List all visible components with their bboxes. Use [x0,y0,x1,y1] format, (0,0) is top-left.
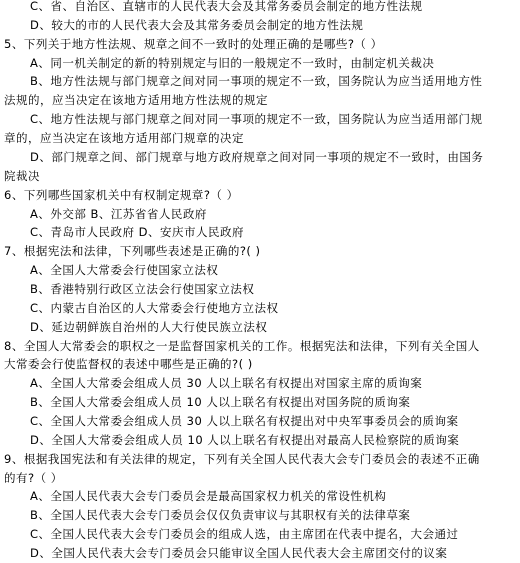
question-7-line: 7、根据宪法和法律，下列哪些表述是正确的?( ) [4,244,261,259]
option-continuation-line: 章的，应当决定在该地方适用部门规章的决定 [4,131,244,145]
option-line: B、全国人大常委会组成人员 10 人以上联名有权提出对国务院的质询案 [30,395,411,410]
question-5-line: 5、下列关于地方性法规、规章之间不一致时的处理正确的是哪些?（ ） [4,36,383,51]
option-line: D、全国人大常委会组成人员 10 人以上联名有权提出对最高人民检察院的质询案 [30,432,460,447]
option-line: A、外交部 B、江苏省省人民政府 [30,206,207,221]
option-line: C、内蒙古自治区的人大常委会行使地方立法权 [30,300,279,315]
option-line: D、部门规章之间、部门规章与地方政府规章之间对同一事项的规定不一致时，由国务 [30,149,484,164]
option-continuation-line: 院裁决 [4,168,40,183]
option-line: B、地方性法规与部门规章之间对同一事项的规定不一致，国务院认为应当适用地方性 [30,74,483,89]
option-line: C、全国人大常委会组成人员 30 人以上联名有权提出对中央军事委员会的质询案 [30,414,459,428]
question-8-continuation-line: 大常委会行使监督权的表述中哪些是正确的?( ) [4,357,253,372]
question-9-continuation-line: 的有?（ ） [4,470,63,485]
option-continuation-line: 法规的，应当决定在该地方适用地方性法规的规定 [4,93,268,108]
option-line: D、延边朝鲜族自治州的人大行使民族立法权 [30,319,268,334]
question-6-line: 6、下列哪些国家机关中有权制定规章?（ ） [4,187,239,202]
option-line: D、全国人民代表大会专门委员会只能审议全国人民代表大会主席团交付的议案 [30,546,448,560]
option-line: D、较大的市的人民代表大会及其常务委员会制定的地方性法规 [30,17,364,32]
question-9-line: 9、根据我国宪法和有关法律的规定，下列有关全国人民代表大会专门委员会的表述不正确 [4,451,480,466]
question-8-line: 8、全国人大常委会的职权之一是监督国家机关的工作。根据宪法和法律，下列有关全国人 [4,338,480,353]
option-line: A、全国人民代表大会专门委员会是最高国家权力机关的常设性机构 [30,489,387,504]
option-line: C、青岛市人民政府 D、安庆市人民政府 [30,225,245,240]
option-line: B、香港特别行政区立法会行使国家立法权 [30,281,255,296]
option-line: C、全国人民代表大会专门委员会的组成人选，由主席团在代表中提名，大会通过 [30,527,459,542]
option-line: A、全国人大常委会行使国家立法权 [30,263,219,278]
option-line: A、全国人大常委会组成人员 30 人以上联名有权提出对国家主席的质询案 [30,376,423,391]
option-line: B、全国人民代表大会专门委员会仅仅负责审议与其职权有关的法律草案 [30,508,411,523]
option-line: C、地方性法规与部门规章之间对同一事项的规定不一致，国务院认为应当适用部门规 [30,112,483,127]
option-line: A、同一机关制定的新的特别规定与旧的一般规定不一致时，由制定机关裁决 [30,55,435,70]
option-line: C、省、自治区、直辖市的人民代表大会及其常务委员会制定的地方性法规 [30,0,423,13]
